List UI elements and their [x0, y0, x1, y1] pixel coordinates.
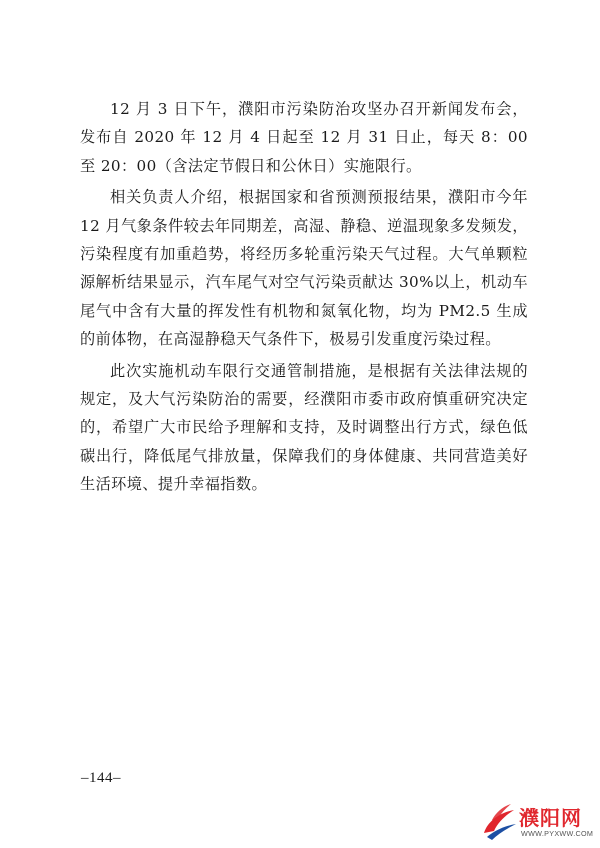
paragraph-appeal: 此次实施机动车限行交通管制措施，是根据有关法律法规的规定，及大气污染防治的需要，经濮阳市委市政府慎重研究决定的，希望广大市民给予理解和支持，及时调整出行方式，绿色低碳出行，降低尾气排放量，保障我们的身体健康、共同营造美好生活环境、提升幸福指数。 — [80, 361, 528, 494]
paragraph-announcement: 12 月 3 日下午，濮阳市污染防治攻坚办召开新闻发布会，发布自 2020 年 12 月 4 日起至 12 月 31 日止，每天 8：00 至 20：00（含法定节假日和公休日）实施限行。 — [80, 100, 528, 175]
swirl-logo-icon — [478, 800, 522, 844]
watermark-url: WWW.PYXWW.COM — [521, 829, 594, 838]
page-number: –144– — [81, 770, 121, 786]
watermark-title: 濮阳网 — [519, 806, 582, 830]
article-body — [80, 95, 528, 502]
site-watermark — [478, 800, 596, 844]
paragraph-background: 相关负责人介绍，根据国家和省预测预报结果，濮阳市今年 12 月气象条件较去年同期差，高湿、静稳、逆温现象多发频发，污染程度有加重趋势，将经历多轮重污染天气过程。大气单颗粒源解析结果显示，汽车尾气对空气污染贡献达 30%以上，机动车尾气中含有大量的挥发性有机物和氮氧化物，均为 PM2.5 生成的前体物，在高湿静稳天气条件下，极易引发重度污染过程。 — [80, 188, 528, 349]
